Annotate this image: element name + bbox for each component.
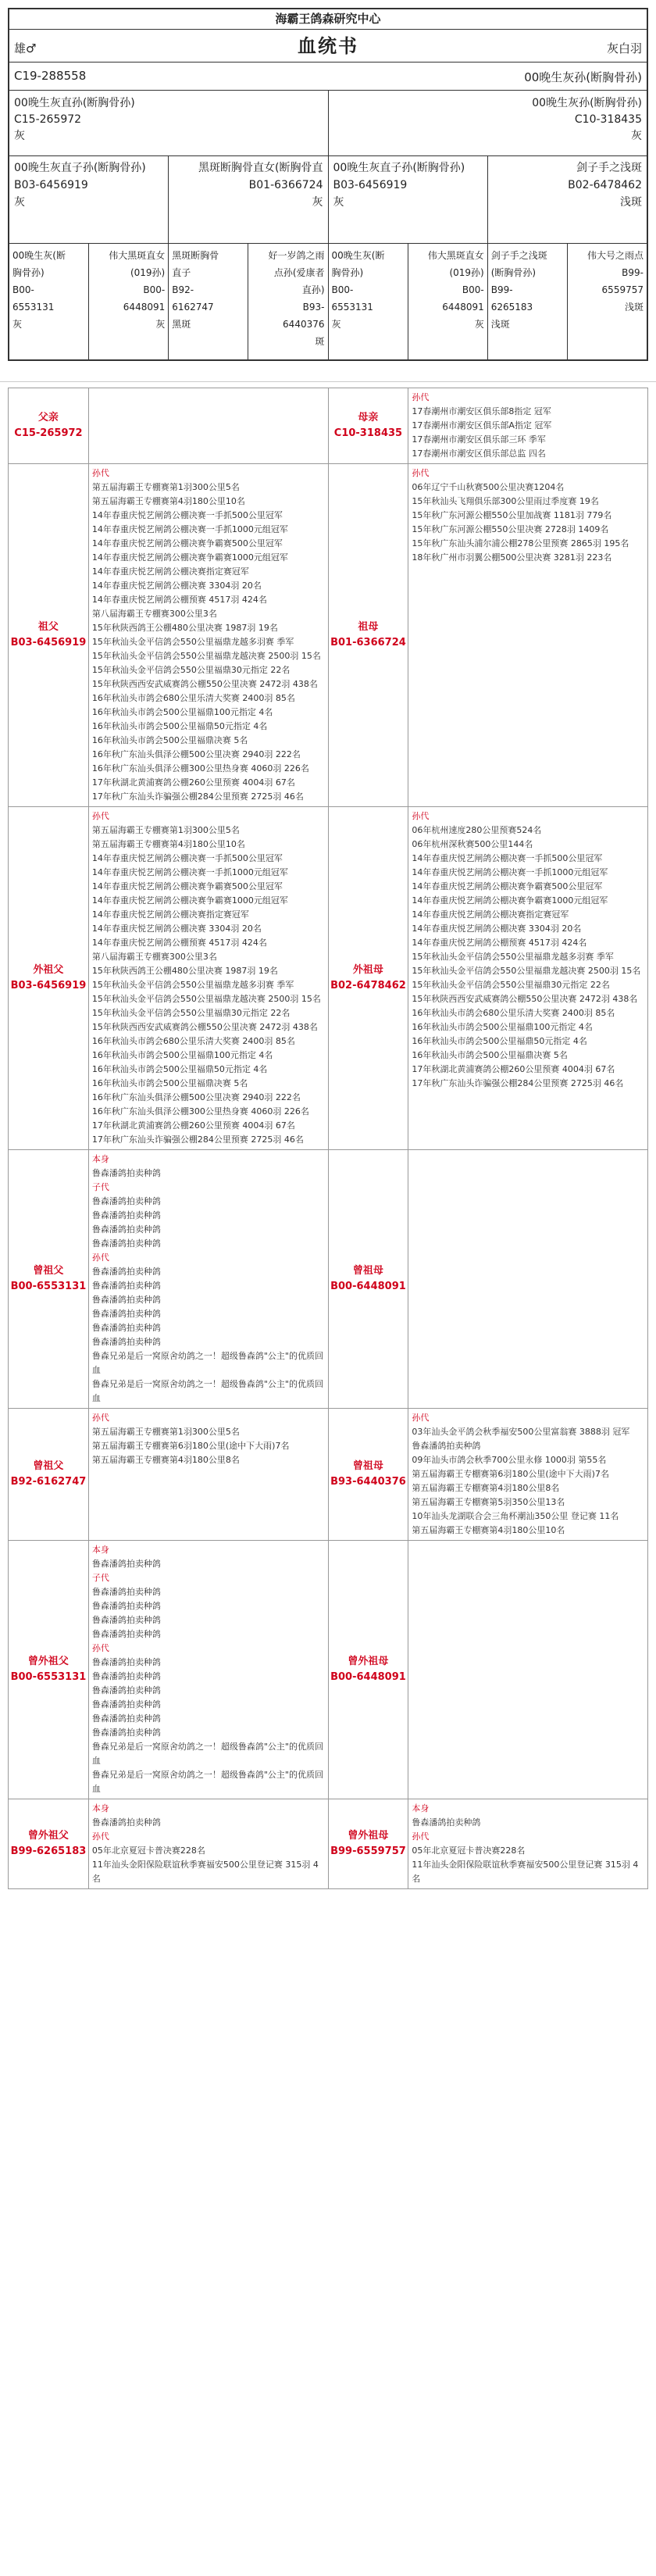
ancestor-relation: 曾祖母 (352, 1460, 383, 1472)
record-item: 16年秋汕头市鸽会500公里福鼎100元指定 4名 (91, 1050, 273, 1060)
great-grandparent-line: (019孙) (130, 267, 166, 278)
record-item: 第五届海霸王专棚赛第1羽300公里5名 (91, 1427, 240, 1437)
ancestor-relation: 母亲 (358, 412, 379, 423)
record-heading: 孙代 (91, 1252, 109, 1263)
record-item: 15年秋汕头金平信鸽会550公里福鼎龙越多羽赛 季军 (91, 980, 294, 990)
sire-color: 灰 (14, 130, 25, 142)
grandparent-ring: B02-6478462 (568, 179, 642, 191)
great-grandparent-line: B00- (12, 284, 34, 295)
record-item: 第八届海霸王专棚赛300公里3名 (91, 952, 217, 962)
great-grandparent-line: 斑 (315, 336, 325, 347)
record-heading: 孙代 (91, 1831, 109, 1842)
feather-color: 灰白羽 (606, 41, 642, 55)
grandparent-ring: B03-6456919 (14, 179, 88, 191)
record-item: 14年春重庆悦艺闸鸽公棚决赛争霸赛1000元组冠军 (91, 552, 288, 563)
great-grandparent-cell (567, 244, 647, 359)
record-item: 16年秋汕头市鸽会680公里乐清大奖赛 2400羽 85名 (91, 693, 295, 703)
record-item: 鲁森潘鸽拍卖种鸽 (91, 1168, 161, 1178)
record-item: 鲁森潘鸽拍卖种鸽 (91, 1699, 161, 1710)
ancestor-name (9, 1150, 89, 1408)
great-grandparent-cell (88, 244, 168, 359)
record-item: 鲁森潘鸽拍卖种鸽 (412, 1441, 481, 1451)
ancestor-relation: 曾祖父 (33, 1265, 64, 1277)
record-item: 16年秋汕头市鸽会500公里福鼎决赛 5名 (412, 1050, 568, 1060)
record-item: 第五届海霸王专棚赛第4羽180公里10名 (412, 1525, 565, 1535)
record-item: 15年秋广东汕头浦尔浦公棚278公里预赛 2865羽 195名 (412, 538, 629, 548)
lineage-table (8, 388, 648, 1889)
great-grandparent-cell (168, 244, 248, 359)
record-heading: 孙代 (91, 811, 109, 821)
record-heading: 本身 (91, 1545, 109, 1555)
grandparent-color: 灰 (312, 196, 323, 209)
ancestor-ring: C10-318435 (333, 427, 403, 439)
record-item: 06年杭州深秋赛500公里144名 (412, 839, 533, 849)
record-item: 15年秋陕西鸽王公棚480公里决赛 1987羽 19名 (91, 966, 278, 976)
record-item: 鲁森潘鸽拍卖种鸽 (91, 1587, 161, 1597)
great-grandparent-line: B99- (622, 267, 644, 278)
record-item: 鲁森潘鸽拍卖种鸽 (91, 1727, 161, 1738)
record-item: 17年秋湖北黄浦赛鸽公棚260公里预赛 4004羽 67名 (412, 1064, 615, 1074)
great-grandparent-line: 6265183 (490, 302, 533, 313)
ancestor-name (329, 1150, 409, 1408)
great-grandparent-line: 6448091 (123, 302, 166, 313)
record-item: 第五届海霸王专棚赛第4羽180公里8名 (412, 1483, 560, 1493)
record-item: 鲁森潘鸽拍卖种鸽 (412, 1817, 481, 1827)
great-grandparent-line: B92- (172, 284, 194, 295)
record-item: 16年秋汕头市鸽会500公里福鼎50元指定 4名 (412, 1036, 587, 1046)
record-item: 第八届海霸王专棚赛300公里3名 (91, 609, 217, 619)
ancestor-relation: 祖母 (358, 621, 379, 633)
record-item: 鲁森潘鸽拍卖种鸽 (91, 1817, 161, 1827)
lineage-row (9, 807, 648, 1150)
certificate-title: 血统书 (298, 35, 358, 57)
record-item: 17春潮州市潮安区俱乐部8指定 冠军 (412, 406, 551, 416)
great-grandparent-line: 剑子手之浅斑 (490, 250, 547, 261)
race-records (89, 1409, 329, 1540)
race-records (408, 807, 648, 1149)
great-grandparent-line: 00晚生灰(断 (12, 250, 66, 261)
ancestor-relation: 曾外祖父 (27, 1656, 69, 1667)
race-records (408, 1541, 648, 1799)
record-item: 14年春重庆悦艺闸鸽公棚决赛争霸赛500公里冠军 (412, 881, 603, 891)
record-item: 14年春重庆悦艺闸鸽公棚预赛 4517羽 424名 (412, 938, 587, 948)
section-divider (0, 381, 656, 382)
record-heading: 本身 (91, 1154, 109, 1164)
great-grandparent-line: 直子 (172, 267, 191, 278)
record-item: 16年秋广东汕头俱泽公棚500公里决赛 2940羽 222名 (91, 1092, 301, 1102)
race-records (89, 388, 329, 463)
record-heading: 孙代 (91, 468, 109, 478)
record-item: 18年秋广州市羽翼公棚500公里决赛 3281羽 223名 (412, 552, 612, 563)
great-grandparent-cell (248, 244, 327, 359)
great-grandparent-cell (487, 244, 567, 359)
lineage-row (9, 388, 648, 464)
ancestor-ring: B99-6559757 (330, 1845, 406, 1857)
record-item: 第五届海霸王专棚赛第4羽180公里10名 (91, 496, 245, 506)
ancestor-ring: B02-6478462 (330, 980, 406, 991)
great-grandparent-line: 6559757 (601, 284, 644, 295)
record-item: 鲁森潘鸽拍卖种鸽 (91, 1210, 161, 1220)
ancestor-name (329, 1541, 409, 1799)
record-item: 第五届海霸王专棚赛第1羽300公里5名 (91, 825, 240, 835)
ancestor-relation: 外祖母 (352, 964, 383, 976)
record-item: 15年秋汕头金平信鸽会550公里福鼎龙越多羽赛 季军 (91, 637, 294, 647)
record-item: 鲁森潘鸽拍卖种鸽 (91, 1224, 161, 1234)
parents-row (9, 91, 647, 156)
record-item: 鲁森潘鸽拍卖种鸽 (91, 1713, 161, 1724)
great-grandparent-line: 灰 (331, 319, 341, 330)
grandparent-ring: B03-6456919 (333, 179, 408, 191)
great-grandparent-line: 6553131 (331, 302, 373, 313)
record-heading: 孙代 (412, 392, 430, 402)
record-item: 16年秋汕头市鸽会500公里福鼎50元指定 4名 (91, 721, 268, 731)
record-item: 17年秋广东汕头诈骗强公棚284公里预赛 2725羽 46名 (91, 791, 304, 802)
record-item: 16年秋汕头市鸽会500公里福鼎决赛 5名 (91, 1078, 248, 1088)
record-item: 17春潮州市潮安区俱乐部总监 四名 (412, 448, 546, 459)
ancestor-name (9, 1541, 89, 1799)
grandparent-color: 灰 (333, 196, 344, 209)
ancestor-name (9, 388, 89, 463)
record-item: 14年春重庆悦艺闸鸽公棚决赛一手抓500公里冠军 (412, 853, 603, 863)
record-item: 第五届海霸王专棚赛第4羽180公里10名 (91, 839, 245, 849)
record-item: 第五届海霸王专棚赛第6羽180公里(途中下大雨)7名 (91, 1441, 290, 1451)
record-item: 14年春重庆悦艺闸鸽公棚决赛一手抓1000元组冠军 (91, 524, 288, 534)
ancestor-ring: B00-6553131 (10, 1281, 87, 1292)
great-grandparent-line: 灰 (155, 319, 166, 330)
record-item: 15年秋汕头金平信鸽会550公里福鼎30元指定 22名 (91, 665, 291, 675)
record-item: 17年秋湖北黄浦赛鸽公棚260公里预赛 4004羽 67名 (91, 777, 295, 788)
ring-note: 00晚生灰孙(断胸骨孙) (524, 70, 642, 84)
ancestor-ring: B00-6448091 (330, 1281, 406, 1292)
record-item: 03年汕头金平鸽会秋季福安500公里富翁赛 3888羽 冠军 (412, 1427, 630, 1437)
ancestor-ring: B01-6366724 (330, 637, 406, 648)
record-item: 16年秋汕头市鸽会680公里乐清大奖赛 2400羽 85名 (412, 1008, 615, 1018)
record-item: 第五届海霸王专棚赛第1羽300公里5名 (91, 482, 240, 492)
record-item: 15年秋陕西西安武威赛鸽公棚550公里决赛 2472羽 438名 (91, 679, 318, 689)
dam-desc: 00晚生灰孙(断胸骨孙) (532, 97, 642, 109)
lineage-row (9, 1541, 648, 1799)
record-item: 14年春重庆悦艺闸鸽公棚决赛争霸赛500公里冠军 (91, 881, 283, 891)
record-item: 15年秋汕头飞翔俱乐部300公里雨过季度赛 19名 (412, 496, 599, 506)
ancestor-name (329, 807, 409, 1149)
title-row (9, 30, 647, 63)
lineage-row (9, 1799, 648, 1889)
dam-color: 灰 (631, 130, 642, 142)
great-grandparent-line: 黑斑 (172, 319, 191, 330)
sex-label: 雄♂ (14, 41, 37, 55)
ancestor-ring: B00-6448091 (330, 1671, 406, 1683)
great-grandparent-line: B00- (462, 284, 484, 295)
record-item: 15年秋汕头金平信鸽会550公里福鼎30元指定 22名 (91, 1008, 291, 1018)
record-item: 16年秋汕头市鸽会500公里福鼎50元指定 4名 (91, 1064, 268, 1074)
record-item: 14年春重庆悦艺闸鸽公棚预赛 4517羽 424名 (91, 938, 267, 948)
record-item: 06年杭州速度280公里预赛524名 (412, 825, 542, 835)
ancestor-ring: B00-6553131 (10, 1671, 87, 1683)
grandparent-cell (487, 156, 647, 243)
ancestor-relation: 曾外祖父 (27, 1830, 69, 1842)
ancestor-ring: B03-6456919 (10, 980, 87, 991)
race-records (89, 1799, 329, 1888)
grandparents-row (9, 156, 647, 244)
record-heading: 孙代 (412, 811, 430, 821)
record-item: 15年秋陕西鸽王公棚480公里决赛 1987羽 19名 (91, 623, 278, 633)
great-grandparent-line: 灰 (12, 319, 23, 330)
great-grandparent-line: B00- (331, 284, 354, 295)
ancestor-ring: B92-6162747 (10, 1476, 87, 1488)
record-heading: 孙代 (412, 1413, 430, 1423)
record-item: 10年汕头龙湖联合会三角杯潮汕350公里 登记赛 11名 (412, 1511, 619, 1521)
record-item: 鲁森潘鸽拍卖种鸽 (91, 1657, 161, 1667)
grandparent-cell (9, 156, 168, 243)
record-item: 14年春重庆悦艺闸鸽公棚决赛 3304羽 20名 (91, 924, 262, 934)
grandparent-cell (168, 156, 327, 243)
record-item: 16年秋广东汕头俱泽公棚300公里热身赛 4060羽 226名 (91, 763, 309, 774)
record-item: 14年春重庆悦艺闸鸽公棚决赛争霸赛500公里冠军 (91, 538, 283, 548)
ancestor-relation: 曾外祖母 (348, 1830, 389, 1842)
grandparent-desc: 黑斑断胸骨直女(断胸骨直 (198, 162, 323, 174)
record-item: 15年秋汕头金平信鸽会550公里福鼎龙越决赛 2500羽 15名 (91, 651, 321, 661)
great-grandparent-line: 伟大黑斑直女 (109, 250, 166, 261)
record-item: 06年辽宁千山秋赛500公里决赛1204名 (412, 482, 565, 492)
record-item: 17年秋广东汕头诈骗强公棚284公里预赛 2725羽 46名 (91, 1134, 304, 1145)
lineage-row (9, 1409, 648, 1541)
grandparent-color: 浅斑 (620, 196, 642, 209)
great-grandparent-line: B00- (143, 284, 166, 295)
record-item: 16年秋汕头市鸽会500公里福鼎决赛 5名 (91, 735, 248, 745)
grandparent-desc: 00晚生灰直子孙(断胸骨孙) (14, 162, 146, 174)
record-item: 09年汕头市鸽会秋季700公里永修 1000羽 第55名 (412, 1455, 607, 1465)
record-heading: 本身 (412, 1803, 430, 1813)
record-heading: 孙代 (91, 1413, 109, 1423)
sire-cell (9, 91, 328, 155)
record-item: 鲁森潘鸽拍卖种鸽 (91, 1323, 161, 1333)
lineage-row (9, 464, 648, 807)
dam-ring: C10-318435 (574, 113, 642, 126)
record-item: 14年春重庆悦艺闸鸽公棚决赛一手抓500公里冠军 (91, 853, 283, 863)
record-item: 鲁森潘鸽拍卖种鸽 (91, 1281, 161, 1291)
record-item: 17春潮州市潮安区俱乐部三环 季军 (412, 434, 546, 445)
record-item: 鲁森兄弟是后一窝原舍幼鸽之一！超级鲁森鸽"公主"的优质回血 (91, 1379, 323, 1403)
record-item: 鲁森潘鸽拍卖种鸽 (91, 1309, 161, 1319)
sire-desc: 00晚生灰直孙(断胸骨孙) (14, 97, 135, 109)
ancestor-name (9, 1409, 89, 1540)
record-item: 05年北京夏冠卡普决赛228名 (91, 1845, 205, 1856)
record-item: 14年春重庆悦艺闸鸽公棚决赛一手抓1000元组冠军 (412, 867, 608, 877)
record-item: 14年春重庆悦艺闸鸽公棚决赛争霸赛1000元组冠军 (91, 895, 288, 906)
ancestor-name (329, 388, 409, 463)
record-item: 鲁森潘鸽拍卖种鸽 (91, 1685, 161, 1695)
ancestor-relation: 父亲 (37, 412, 59, 423)
great-grandparent-line: 灰 (474, 319, 484, 330)
ancestor-relation: 祖父 (37, 621, 59, 633)
record-item: 15年秋陕西西安武威赛鸽公棚550公里决赛 2472羽 438名 (412, 994, 638, 1004)
ancestor-ring: B03-6456919 (10, 637, 87, 648)
record-item: 15年秋汕头金平信鸽会550公里福鼎30元指定 22名 (412, 980, 610, 990)
ancestor-relation: 曾祖母 (352, 1265, 383, 1277)
great-grandparent-line: 伟大号之雨点 (586, 250, 644, 261)
record-item: 15年秋陕西西安武威赛鸽公棚550公里决赛 2472羽 438名 (91, 1022, 318, 1032)
record-item: 16年秋广东汕头俱泽公棚300公里热身赛 4060羽 226名 (91, 1106, 309, 1117)
great-grandparent-line: 浅斑 (624, 302, 644, 313)
record-item: 15年秋汕头金平信鸽会550公里福鼎龙越决赛 2500羽 15名 (91, 994, 321, 1004)
grandparent-color: 灰 (14, 196, 25, 209)
great-grandparents-row (9, 244, 647, 359)
great-grandparent-line: (断胸骨孙) (490, 267, 537, 278)
record-item: 15年秋广东河源公棚550公里加战赛 1181羽 779名 (412, 510, 612, 520)
record-item: 16年秋广东汕头俱泽公棚500公里决赛 2940羽 222名 (91, 749, 301, 759)
record-item: 鲁森潘鸽拍卖种鸽 (91, 1337, 161, 1347)
record-item: 14年春重庆悦艺闸鸽公棚决赛 3304羽 20名 (412, 924, 582, 934)
grandparent-ring: B01-6366724 (248, 179, 323, 191)
great-grandparent-cell (328, 244, 408, 359)
record-heading: 子代 (91, 1573, 109, 1583)
ancestor-name (9, 1799, 89, 1888)
record-item: 鲁森兄弟是后一窝原舍幼鸽之一！超级鲁森鸽"公主"的优质回血 (91, 1742, 323, 1766)
record-heading: 本身 (91, 1803, 109, 1813)
great-grandparent-line: 浅斑 (490, 319, 510, 330)
record-item: 14年春重庆悦艺闸鸽公棚决赛一手抓1000元组冠军 (91, 867, 288, 877)
record-item: 第五届海霸王专棚赛第4羽180公里8名 (91, 1455, 240, 1465)
record-item: 17年秋广东汕头诈骗强公棚284公里预赛 2725羽 46名 (412, 1078, 624, 1088)
record-item: 第五届海霸王专棚赛第5羽350公里13名 (412, 1497, 565, 1507)
record-item: 第五届海霸王专棚赛第6羽180公里(途中下大雨)7名 (412, 1469, 609, 1479)
race-records (408, 1409, 648, 1540)
ancestor-name (329, 1799, 409, 1888)
record-item: 14年春重庆悦艺闸鸽公棚决赛 3304羽 20名 (91, 581, 262, 591)
record-item: 14年春重庆悦艺闸鸽公棚预赛 4517羽 424名 (91, 595, 267, 605)
great-grandparent-line: 伟大黑斑直女 (427, 250, 484, 261)
race-records (89, 464, 329, 806)
great-grandparent-line: 黑斑断胸骨 (172, 250, 219, 261)
record-item: 05年北京夏冠卡普决赛228名 (412, 1845, 526, 1856)
pedigree-certificate (8, 8, 648, 361)
great-grandparent-line: B93- (302, 302, 325, 313)
race-records (89, 1150, 329, 1408)
great-grandparent-line: 直孙) (301, 284, 325, 295)
ancestor-ring: B93-6440376 (330, 1476, 406, 1488)
ancestor-ring: B99-6265183 (10, 1845, 87, 1857)
great-grandparent-line: 6448091 (442, 302, 484, 313)
great-grandparent-line: 胸骨孙) (12, 267, 45, 278)
record-item: 16年秋汕头市鸽会500公里福鼎100元指定 4名 (412, 1022, 593, 1032)
race-records (89, 1541, 329, 1799)
record-item: 鲁森潘鸽拍卖种鸽 (91, 1267, 161, 1277)
grandparent-desc: 剑子手之浅斑 (576, 162, 642, 174)
record-heading: 孙代 (412, 468, 430, 478)
record-item: 鲁森兄弟是后一窝原舍幼鸽之一！超级鲁森鸽"公主"的优质回血 (91, 1351, 323, 1375)
record-item: 17春潮州市潮安区俱乐部A指定 冠军 (412, 420, 552, 431)
race-records (408, 464, 648, 806)
record-heading: 孙代 (412, 1831, 430, 1842)
record-item: 15年秋汕头金平信鸽会550公里福鼎龙越多羽赛 季军 (412, 952, 614, 962)
record-item: 16年秋汕头市鸽会500公里福鼎100元指定 4名 (91, 707, 273, 717)
record-item: 鲁森潘鸽拍卖种鸽 (91, 1196, 161, 1206)
grandparent-cell (328, 156, 487, 243)
record-item: 16年秋汕头市鸽会680公里乐清大奖赛 2400羽 85名 (91, 1036, 295, 1046)
record-item: 鲁森潘鸽拍卖种鸽 (91, 1615, 161, 1625)
great-grandparent-line: 好一岁鸽之雨 (268, 250, 325, 261)
organization-name: 海霸王鸽森研究中心 (9, 9, 647, 30)
great-grandparent-line: 6440376 (283, 319, 325, 330)
ancestor-ring: C15-265972 (14, 427, 83, 439)
ancestor-relation: 曾祖父 (33, 1460, 64, 1472)
sire-ring: C15-265972 (14, 113, 82, 126)
ring-number: C19-288558 (14, 69, 87, 83)
record-item: 14年春重庆悦艺闸鸽公棚决赛争霸赛1000元组冠军 (412, 895, 608, 906)
ancestor-name (329, 1409, 409, 1540)
ancestor-relation: 外祖父 (33, 964, 64, 976)
record-item: 鲁森潘鸽拍卖种鸽 (91, 1629, 161, 1639)
record-item: 14年春重庆悦艺闸鸽公棚决赛一手抓500公里冠军 (91, 510, 283, 520)
grandparent-desc: 00晚生灰直子孙(断胸骨孙) (333, 162, 465, 174)
ancestor-name (9, 807, 89, 1149)
ancestor-relation: 曾外祖母 (348, 1656, 389, 1667)
great-grandparent-line: 胸骨孙) (331, 267, 364, 278)
great-grandparent-line: 点孙(爱康者 (273, 267, 325, 278)
great-grandparent-line: (019孙) (449, 267, 484, 278)
record-item: 14年春重庆悦艺闸鸽公棚决赛指定赛冠军 (91, 909, 249, 920)
lineage-row (9, 1150, 648, 1409)
race-records (408, 1150, 648, 1408)
record-heading: 子代 (91, 1182, 109, 1192)
record-item: 鲁森潘鸽拍卖种鸽 (91, 1295, 161, 1305)
record-item: 鲁森潘鸽拍卖种鸽 (91, 1671, 161, 1681)
record-item: 15年秋广东河源公棚550公里决赛 2728羽 1409名 (412, 524, 609, 534)
ancestor-name (9, 464, 89, 806)
record-item: 17年秋湖北黄浦赛鸽公棚260公里预赛 4004羽 67名 (91, 1120, 295, 1131)
record-item: 11年汕头金阳保险联谊秋季赛福安500公里登记赛 315羽 4名 (91, 1860, 319, 1884)
great-grandparent-line: 6553131 (12, 302, 55, 313)
great-grandparent-line: 6162747 (172, 302, 214, 313)
race-records (408, 1799, 648, 1888)
great-grandparent-line: 00晚生灰(断 (331, 250, 385, 261)
ancestor-name (329, 464, 409, 806)
record-item: 鲁森潘鸽拍卖种鸽 (91, 1601, 161, 1611)
record-item: 鲁森潘鸽拍卖种鸽 (91, 1238, 161, 1249)
record-item: 15年秋汕头金平信鸽会550公里福鼎龙越决赛 2500羽 15名 (412, 966, 641, 976)
record-item: 11年汕头金阳保险联谊秋季赛福安500公里登记赛 315羽 4名 (412, 1860, 639, 1884)
dam-cell (328, 91, 647, 155)
record-heading: 孙代 (91, 1643, 109, 1653)
record-item: 14年春重庆悦艺闸鸽公棚决赛指定赛冠军 (91, 566, 249, 577)
race-records (89, 807, 329, 1149)
ring-row (9, 63, 647, 91)
record-item: 鲁森潘鸽拍卖种鸽 (91, 1559, 161, 1569)
great-grandparent-cell (408, 244, 487, 359)
great-grandparent-cell (9, 244, 88, 359)
great-grandparent-line: B99- (490, 284, 513, 295)
record-item: 鲁森兄弟是后一窝原舍幼鸽之一！超级鲁森鸽"公主"的优质回血 (91, 1770, 323, 1794)
race-records (408, 388, 648, 463)
record-item: 14年春重庆悦艺闸鸽公棚决赛指定赛冠军 (412, 909, 569, 920)
